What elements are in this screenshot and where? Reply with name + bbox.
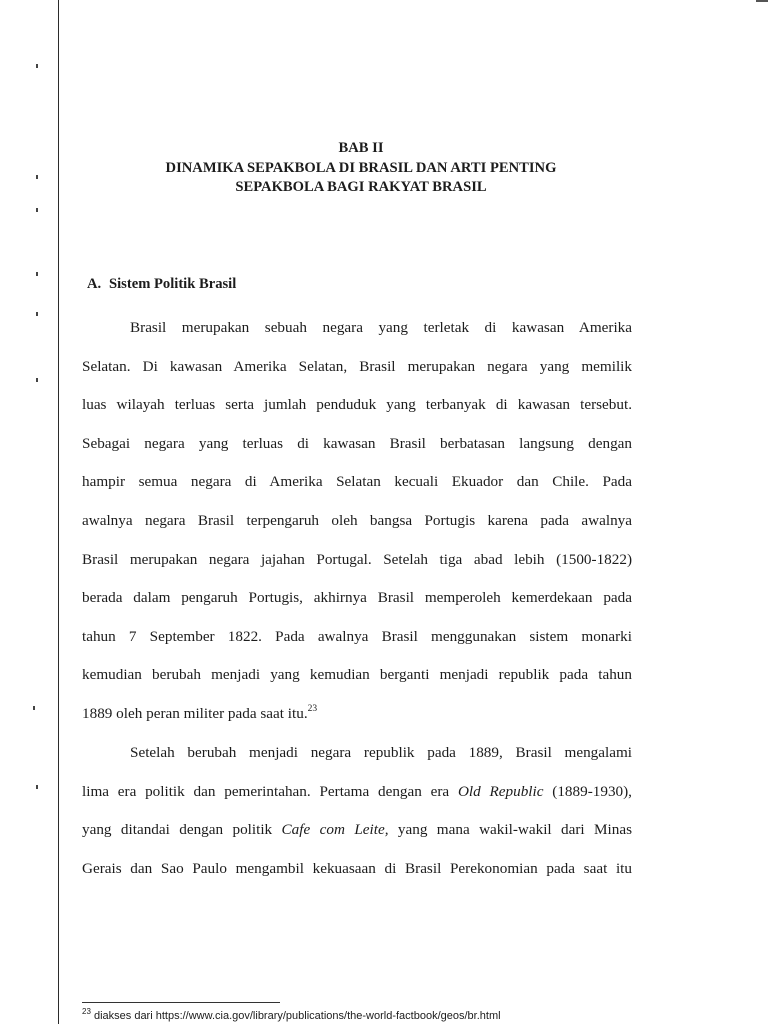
chapter-title-line: SEPAKBOLA BAGI RAKYAT BRASIL <box>235 179 487 195</box>
text-line: tahun 7 September 1822. Pada awalnya Brasil menggunakan sistem monarki <box>82 627 632 645</box>
scan-speck <box>36 312 38 316</box>
section-title: Sistem Politik Brasil <box>109 276 237 292</box>
binding-margin-line <box>58 0 59 1024</box>
scan-speck <box>33 706 35 710</box>
text-segment: (1889-1930), <box>543 782 632 800</box>
scan-speck <box>36 64 38 68</box>
text-segment: yang ditandai dengan politik <box>82 821 282 839</box>
text-line: Gerais dan Sao Paulo mengambil kekuasaan di Brasil Perekonomian pada saat itu <box>82 859 632 877</box>
text-line: luas wilayah terluas serta jumlah penduduk yang terbanyak di kawasan tersebut. <box>82 396 632 414</box>
text-line: berada dalam pengaruh Portugis, akhirnya Brasil memperoleh kemerdekaan pada <box>82 589 632 607</box>
text-line: Sebagai negara yang terluas di kawasan Brasil berbatasan langsung dengan <box>82 434 632 452</box>
text-line: kemudian berubah menjadi yang kemudian berganti menjadi republik pada tahun <box>82 666 632 684</box>
chapter-title-line: DINAMIKA SEPAKBOLA DI BRASIL DAN ARTI PENTING <box>165 159 557 176</box>
footnote <box>82 1007 501 1022</box>
italic-term: Old Republic <box>457 782 544 800</box>
text-line <box>82 820 632 859</box>
chapter-heading <box>100 139 622 198</box>
text-line: 1889 oleh peran militer pada saat itu. <box>82 704 308 722</box>
footnote-separator <box>82 1002 280 1003</box>
text-line-with-footnote <box>82 704 632 743</box>
italic-term: Cafe com Leite, <box>281 821 389 839</box>
footnote-number: 23 <box>82 1007 91 1016</box>
footnote-text: diakses dari https://www.cia.gov/library/publications/the-world-factbook/geos/br.html <box>93 1010 501 1022</box>
paragraph-2 <box>82 743 632 897</box>
text-line: Setelah berubah menjadi negara republik pada 1889, Brasil mengalami <box>130 744 632 761</box>
text-line: Selatan. Di kawasan Amerika Selatan, Brasil merupakan negara yang memilik <box>82 357 632 375</box>
scan-speck <box>36 378 38 382</box>
scan-speck <box>36 175 38 179</box>
text-line <box>82 782 632 821</box>
section-heading <box>87 276 236 293</box>
scan-corner-mark <box>756 0 768 2</box>
paragraph-1 <box>82 318 632 743</box>
footnote-reference: 23 <box>307 703 318 714</box>
scan-speck <box>36 785 38 789</box>
text-line: Brasil merupakan sebuah negara yang terletak di kawasan Amerika <box>130 319 632 336</box>
text-line: hampir semua negara di Amerika Selatan kecuali Ekuador dan Chile. Pada <box>82 473 632 491</box>
text-line: Brasil merupakan negara jajahan Portugal. Setelah tiga abad lebih (1500-1822) <box>82 550 632 568</box>
scan-speck <box>36 272 38 276</box>
text-segment: yang mana wakil-wakil dari Minas <box>388 821 633 839</box>
text-segment: lima era politik dan pemerintahan. Pertama dengan era <box>82 782 458 800</box>
text-line: awalnya negara Brasil terpengaruh oleh bangsa Portugis karena pada awalnya <box>82 511 632 529</box>
scan-speck <box>36 208 38 212</box>
chapter-number: BAB II <box>338 140 384 156</box>
section-number: A. <box>87 276 102 292</box>
